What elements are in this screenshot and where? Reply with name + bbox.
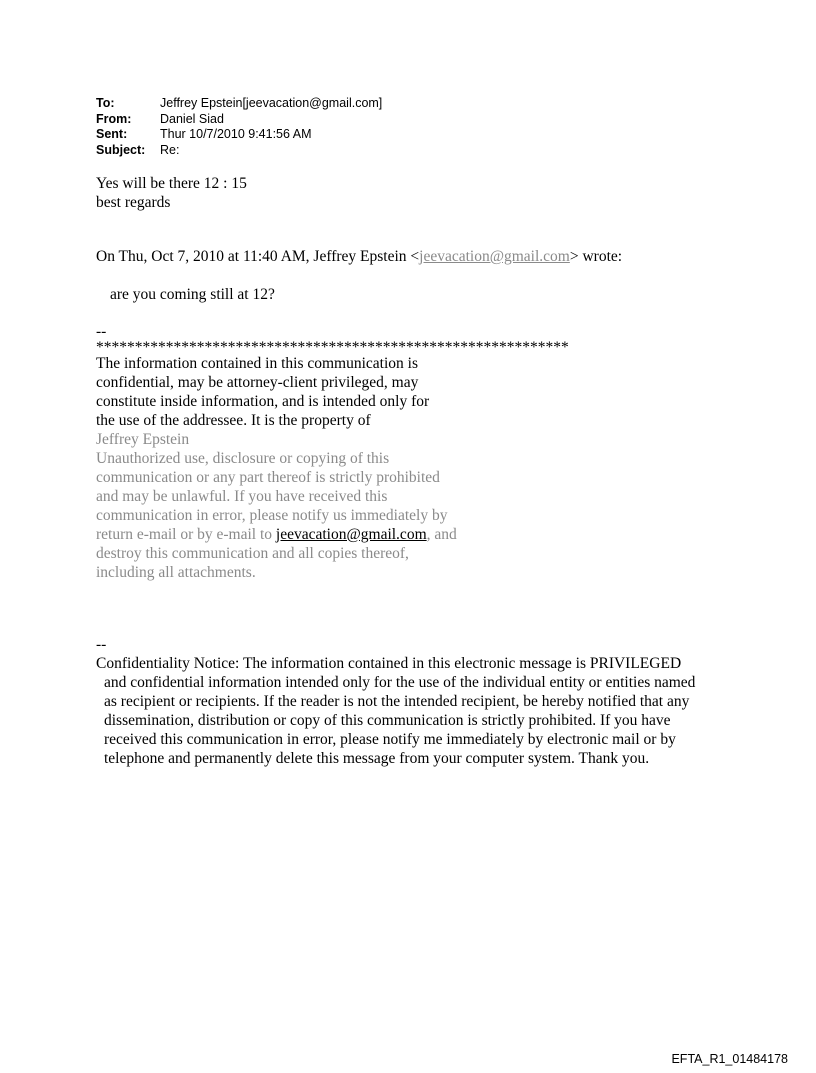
to-value: Jeffrey Epstein[jeevacation@gmail.com] — [160, 96, 383, 110]
signature-gray-line: communication in error, please notify us immediately by — [96, 507, 448, 524]
quote-intro-text: On Thu, Oct 7, 2010 at 11:40 AM, Jeffrey Epstein < — [96, 248, 420, 265]
notice-line: as recipient or recipients. If the reader is not the intended recipient, be hereby notified that any — [104, 693, 690, 710]
subject-label: Subject: — [96, 142, 146, 157]
signature-stars: ************************************************************* — [96, 339, 569, 356]
header-to-row — [96, 96, 382, 112]
from-value: Daniel Siad — [160, 111, 224, 126]
signature-line: The information contained in this communication is — [96, 355, 418, 372]
notice-line: received this communication in error, please notify me immediately by electronic mail or by — [104, 731, 676, 748]
quote-email-link[interactable]: jeevacation@gmail.com — [419, 248, 570, 265]
notice-line: telephone and permanently delete this message from your computer system. Thank you. — [104, 750, 650, 767]
signature-gray-line: destroy this communication and all copies thereof, — [96, 545, 409, 562]
to-label: To: — [96, 96, 115, 110]
signature-gray-line: Jeffrey Epstein — [96, 431, 190, 448]
quote-intro — [96, 247, 622, 266]
signature-gray-line: and may be unlawful. If you have received this — [96, 488, 388, 505]
signature-line: constitute inside information, and is intended only for — [96, 393, 430, 410]
quoted-message — [110, 285, 275, 304]
signature-return-text: return e-mail or by e-mail to — [96, 526, 276, 543]
notice-dashes: -- — [96, 636, 107, 653]
signature-line: confidential, may be attorney-client privileged, may — [96, 374, 419, 391]
signature-line: the use of the addressee. It is the property of — [96, 412, 371, 429]
sent-label: Sent: — [96, 127, 128, 141]
header-subject-row — [96, 143, 382, 159]
quoted-message-text: are you coming still at 12? — [110, 286, 275, 303]
from-label: From: — [96, 111, 132, 126]
notice-line: and confidential information intended only for the use of the individual entity or entities named — [104, 674, 696, 691]
reply-closing: best regards — [96, 194, 171, 211]
reply-body — [96, 174, 247, 212]
signature-block — [96, 322, 569, 582]
reply-line: Yes will be there 12 : 15 — [96, 175, 247, 192]
signature-gray-line: Unauthorized use, disclosure or copying of this — [96, 450, 390, 467]
signature-gray-line: communication or any part thereof is strictly prohibited — [96, 469, 440, 486]
notice-first-line: Confidentiality Notice: The information contained in this electronic message is PRIVILEGED — [96, 655, 682, 672]
signature-dashes: -- — [96, 323, 107, 340]
signature-return-after: , and — [426, 526, 457, 543]
notice-line: dissemination, distribution or copy of this communication is strictly prohibited. If you have — [104, 712, 671, 729]
quote-intro-wrote: > wrote: — [569, 248, 623, 265]
email-header — [96, 96, 382, 158]
signature-email-link[interactable]: jeevacation@gmail.com — [275, 526, 427, 543]
sent-value: Thur 10/7/2010 9:41:56 AM — [160, 127, 312, 141]
signature-gray-line: including all attachments. — [96, 564, 256, 581]
header-sent-row — [96, 127, 382, 143]
subject-value: Re: — [160, 142, 180, 157]
header-from-row — [96, 112, 382, 128]
document-id: EFTA_R1_01484178 — [671, 1052, 788, 1066]
confidentiality-notice — [96, 635, 716, 768]
